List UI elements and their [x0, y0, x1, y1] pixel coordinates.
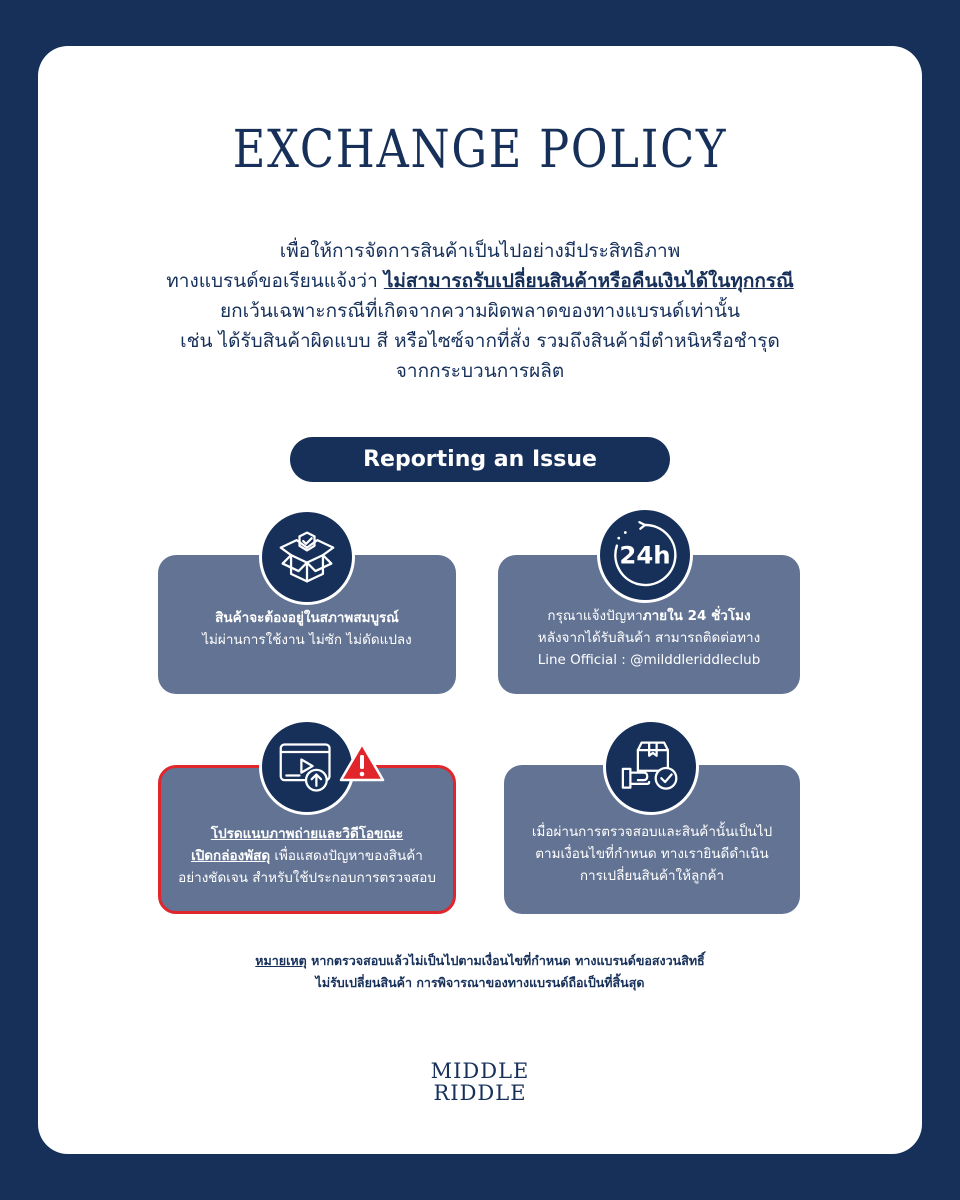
- page-title: EXCHANGE POLICY: [232, 120, 728, 180]
- timeframe-prefix: กรุณาแจ้งปัญหา: [547, 608, 643, 624]
- timeframe-line-3: Line Official : @milddleriddleclub: [537, 652, 761, 668]
- note-text: [130, 950, 830, 994]
- section-label: Reporting an Issue: [290, 437, 670, 482]
- intro-text: [100, 236, 860, 386]
- result-line-1: เมื่อผ่านการตรวจสอบและสินค้านั้นเป็นไป: [531, 824, 773, 840]
- hand-box-check-icon: [603, 719, 699, 815]
- note-line-2: ไม่รับเปลี่ยนสินค้า การพิจารณาของทางแบรนด์ถือเป็นที่สิ้นสุด: [315, 975, 645, 990]
- note-line-1: [130, 950, 830, 972]
- evidence-text-2: เพื่อแสดงปัญหาของสินค้า: [270, 848, 423, 864]
- box-check-icon: [259, 509, 355, 605]
- intro-line-5: จากกระบวนการผลิต: [395, 360, 565, 382]
- evidence-line-2: [191, 845, 423, 867]
- timeframe-line-1: [547, 605, 750, 627]
- intro-line-2: [100, 266, 860, 296]
- brand-logo: [400, 1060, 560, 1104]
- evidence-bold-2: เปิดกล่องพัสดุ: [191, 848, 271, 864]
- warning-icon: [339, 741, 385, 783]
- clock-24h-label: 24h: [619, 540, 671, 570]
- intro-line-3: ยกเว้นเฉพาะกรณีที่เกิดจากความผิดพลาดของทางแบรนด์เท่านั้น: [220, 300, 740, 322]
- evidence-line-3: อย่างชัดเจน สำหรับใช้ประกอบการตรวจสอบ: [178, 870, 436, 886]
- intro-highlight: ไม่สามารถรับเปลี่ยนสินค้าหรือคืนเงินได้ในทุกกรณี: [383, 270, 794, 292]
- clock-24h-icon: [597, 507, 693, 603]
- intro-line-1: เพื่อให้การจัดการสินค้าเป็นไปอย่างมีประสิทธิภาพ: [279, 240, 681, 262]
- logo-line-2: RIDDLE: [433, 1081, 527, 1105]
- condition-text: ไม่ผ่านการใช้งาน ไม่ซัก ไม่ดัดแปลง: [202, 632, 412, 648]
- note-line-1-text: หากตรวจสอบแล้วไม่เป็นไปตามเงื่อนไขที่กำหนด ทางแบรนด์ขอสงวนสิทธิ์: [306, 953, 705, 968]
- condition-bold: สินค้าจะต้องอยู่ในสภาพสมบูรณ์: [215, 610, 399, 626]
- intro-line-2-prefix: ทางแบรนด์ขอเรียนแจ้งว่า: [166, 270, 384, 292]
- intro-line-4: เช่น ได้รับสินค้าผิดแบบ สี หรือไซซ์จากที่สั่ง รวมถึงสินค้ามีตำหนิหรือชำรุด: [180, 330, 780, 352]
- timeframe-line-2: หลังจากได้รับสินค้า สามารถติดต่อทาง: [537, 630, 761, 646]
- evidence-bold-1: โปรดแนบภาพถ่ายและวิดีโอขณะ: [210, 826, 404, 842]
- result-line-3: การเปลี่ยนสินค้าให้ลูกค้า: [579, 868, 725, 884]
- logo-line-1: MIDDLE: [430, 1059, 530, 1083]
- timeframe-bold: ภายใน 24 ชั่วโมง: [642, 608, 751, 624]
- note-label: หมายเหตุ: [255, 953, 307, 968]
- result-line-2: ตามเงื่อนไขที่กำหนด ทางเรายินดีดำเนิน: [535, 846, 769, 862]
